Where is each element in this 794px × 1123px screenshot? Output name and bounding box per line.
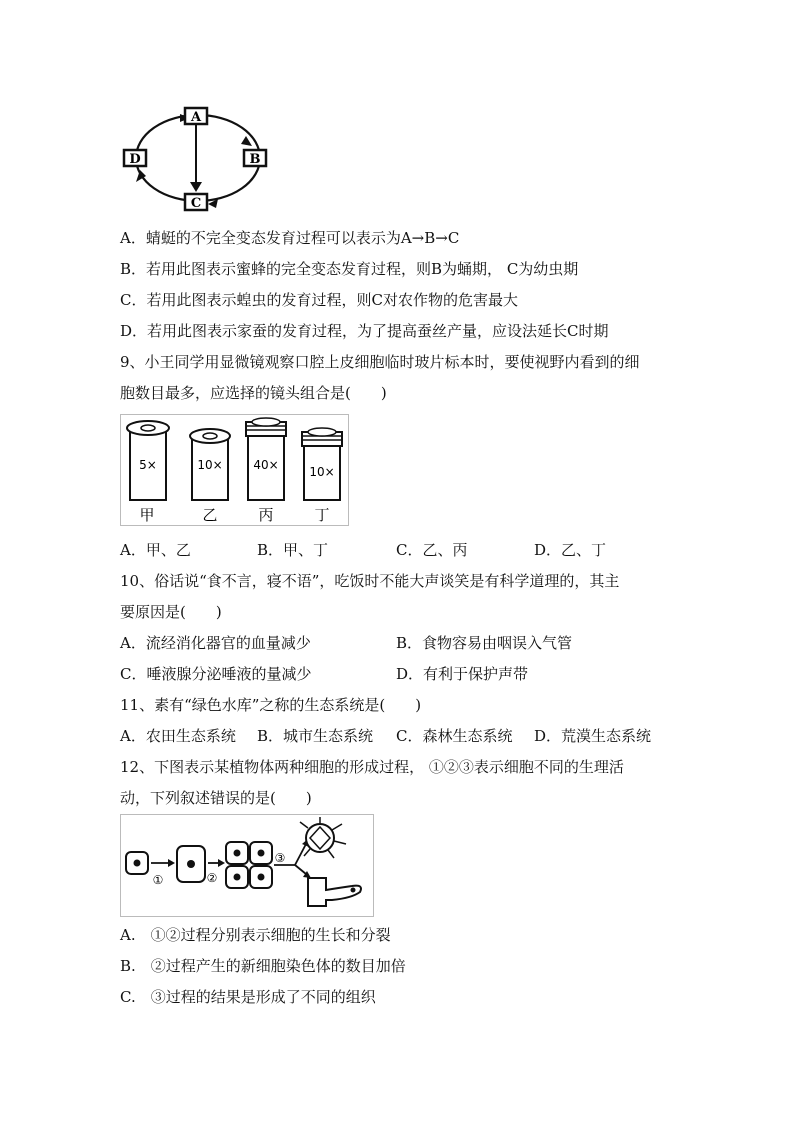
cell-grown bbox=[177, 846, 205, 882]
lens-ding-mag: 10× bbox=[309, 465, 335, 479]
q11-option-c: C．森林生态系统 bbox=[396, 727, 513, 745]
lens-yi-mag: 10× bbox=[197, 458, 223, 472]
microscope-lenses-figure bbox=[120, 414, 350, 526]
q12-option-b: B. ②过程产生的新细胞染色体的数目加倍 bbox=[120, 957, 406, 975]
cell-development-diagram bbox=[120, 814, 375, 918]
q9-option-a: A．甲、乙 bbox=[120, 541, 191, 559]
q9-option-d: D．乙、丁 bbox=[534, 541, 607, 559]
lens-ding-name: 丁 bbox=[314, 506, 330, 524]
q10-option-b: B．食物容易由咽误入气管 bbox=[396, 634, 573, 652]
q8-option-a: A．蜻蜓的不完全变态发育过程可以表示为A→B→C bbox=[120, 229, 460, 247]
q12-stem-line2: 动，下列叙述错误的是( ) bbox=[120, 789, 312, 807]
q9-option-c: C．乙、丙 bbox=[396, 541, 468, 559]
lens-yi-name: 乙 bbox=[202, 506, 218, 524]
q9-stem-line1: 9、小王同学用显微镜观察口腔上皮细胞临时玻片标本时，要使视野内看到的细 bbox=[120, 353, 640, 371]
q9-stem-line2: 胞数目最多，应选择的镜头组合是( ) bbox=[120, 384, 387, 402]
lens-bing-name: 丙 bbox=[258, 506, 274, 524]
q10-option-a: A．流经消化器官的血量减少 bbox=[120, 634, 311, 652]
node-d bbox=[124, 150, 146, 167]
q11-stem: 11、素有“绿色水库”之称的生态系统是( ) bbox=[120, 696, 422, 714]
lens-bing-mag: 40× bbox=[253, 458, 279, 472]
q11-option-b: B．城市生态系统 bbox=[257, 727, 374, 745]
q9-option-b: B．甲、丁 bbox=[257, 541, 329, 559]
node-b bbox=[244, 150, 266, 167]
q10-stem-line2: 要原因是( ) bbox=[120, 603, 222, 621]
life-cycle-diagram bbox=[120, 100, 280, 215]
q11-option-d: D．荒漠生态系统 bbox=[534, 727, 652, 745]
q12-option-c: C. ③过程的结果是形成了不同的组织 bbox=[120, 988, 376, 1006]
step-3-label: ③ bbox=[274, 851, 286, 865]
node-c-label: C bbox=[190, 196, 202, 211]
q8-option-d: D．若用此图表示家蚕的发育过程，为了提高蚕丝产量，应设法延长C时期 bbox=[120, 322, 609, 340]
q12-stem-line1: 12、下图表示某植物体两种细胞的形成过程， ①②③表示细胞不同的生理活 bbox=[120, 758, 624, 776]
lens-jia-name: 甲 bbox=[139, 506, 155, 524]
q10-option-c: C．唾液腺分泌唾液的量减少 bbox=[120, 665, 312, 683]
cell-initial bbox=[126, 852, 148, 874]
lens-jia-mag: 5× bbox=[139, 458, 157, 472]
node-a bbox=[185, 108, 207, 125]
q8-option-c: C．若用此图表示蝗虫的发育过程，则C对农作物的危害最大 bbox=[120, 291, 518, 309]
q10-option-d: D．有利于保护声带 bbox=[396, 665, 529, 683]
node-a-label: A bbox=[190, 110, 202, 125]
q10-stem-line1: 10、俗话说“食不言，寝不语”，吃饭时不能大声谈笑是有科学道理的，其主 bbox=[120, 572, 620, 590]
step-1-label: ① bbox=[152, 873, 164, 887]
q12-option-a: A. ①②过程分别表示细胞的生长和分裂 bbox=[120, 926, 391, 944]
q8-option-b: B．若用此图表示蜜蜂的完全变态发育过程，则B为蛹期， C为幼虫期 bbox=[120, 260, 579, 278]
q11-option-a: A．农田生态系统 bbox=[120, 727, 236, 745]
step-2-label: ② bbox=[206, 871, 218, 885]
node-d-label: D bbox=[129, 152, 141, 167]
node-c bbox=[185, 194, 207, 211]
node-b-label: B bbox=[249, 152, 261, 167]
